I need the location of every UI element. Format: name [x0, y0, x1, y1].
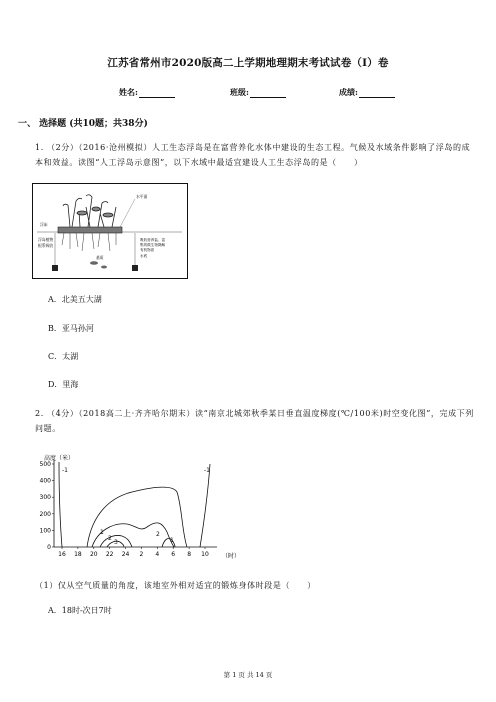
label-note2: 集的微生物降解	[140, 243, 166, 247]
q1-option-b[interactable]: B．亚马孙河	[48, 324, 94, 333]
x-tick-label: 8	[187, 551, 192, 558]
x-tick-label: 18	[74, 551, 82, 558]
question-2-sub1: （1）仅从空气质量的角度，该地室外相对适宜的锻炼身体时段是（ ）	[35, 581, 316, 590]
score-blank[interactable]	[359, 89, 395, 98]
contour-level-label: -1	[62, 467, 68, 474]
y-tick-label: 400	[39, 477, 51, 485]
score-label: 成绩:	[339, 87, 358, 97]
x-tick-label: 6	[171, 551, 176, 558]
contour-lines	[59, 462, 210, 547]
name-field[interactable]	[119, 87, 175, 98]
float-body	[58, 227, 122, 233]
chart-xlabel: （时）	[222, 553, 241, 560]
q1-option-d[interactable]: D．里海	[48, 380, 79, 389]
contour-1	[92, 523, 174, 547]
x-tick-label: 22	[105, 551, 114, 558]
contour-level-label: 3	[114, 539, 118, 546]
page-title: 江苏省常州市2020版高二上学期地理期末考试试卷（I）卷	[107, 57, 389, 69]
question-1-text: 1. （2分）（2016·沧州模拟）人工生态浮岛是在富营养化水体中建设的生态工程。气候及水域条件影响了浮岛的成本和效益。读图“人工浮岛示意图”，以下水域中最适宜建设人工生态浮岛的是（ ）	[35, 143, 471, 167]
contour-level-label: 2	[156, 531, 160, 538]
x-tick-label: 4	[155, 551, 160, 558]
label-note1: 吸收营养盐、富	[140, 238, 166, 242]
class-blank[interactable]	[250, 89, 286, 98]
floating-island-figure	[32, 183, 188, 279]
contour-level-label: 1	[100, 529, 104, 536]
chart-ylabel: 高度（米）	[44, 455, 75, 462]
contour-level-label: 2	[108, 535, 112, 542]
y-tick-label: 100	[39, 527, 51, 535]
y-tick-label: 0	[47, 544, 51, 551]
label-note3: 有机物质	[140, 248, 155, 252]
contour-right-neg	[200, 464, 210, 547]
y-tick-label: 500	[39, 461, 51, 468]
label-float: 浮床	[40, 222, 48, 227]
name-blank[interactable]	[139, 89, 175, 98]
score-field[interactable]	[339, 87, 395, 98]
name-label: 姓名:	[119, 87, 138, 97]
y-tick-label: 300	[39, 494, 51, 502]
label-substrate: 基质	[96, 255, 104, 260]
x-tick-label: 24	[121, 551, 130, 558]
x-tick-label: 10	[201, 551, 209, 558]
q1-option-c[interactable]: C．太湖	[48, 352, 79, 361]
class-field[interactable]	[230, 87, 286, 98]
x-tick-label: 2	[139, 551, 144, 558]
question-2-text: 2. （4分）（2018高二上·齐齐哈尔期末）读“南京北城郊秋季某日垂直温度梯度(℃/100米)时空变化图”，完成下列问题。	[35, 409, 474, 433]
contour-level-label: -1	[204, 467, 210, 474]
q1-option-a[interactable]: A．北美五大湖	[48, 295, 102, 304]
x-tick-label: 16	[58, 551, 66, 558]
q2-sub1-option-a[interactable]: A．18时-次日7时	[48, 606, 112, 615]
class-label: 班级:	[230, 87, 249, 97]
temperature-gradient-chart	[32, 452, 242, 564]
label-bottom: 水底	[140, 254, 148, 258]
x-tick-label: 20	[89, 551, 98, 558]
page-footer: 第 1 页 共 14 页	[223, 671, 273, 679]
section-heading: 一、 选择题 (共10题；共38分)	[18, 119, 148, 129]
label-roots: 根系吸收	[38, 243, 54, 248]
label-water-level: 水平面	[136, 194, 148, 199]
contour-left-neg	[59, 462, 62, 547]
label-plant: 浮岛植物	[38, 237, 54, 242]
y-tick-label: 200	[39, 510, 51, 518]
contour-level-label: 1	[170, 537, 174, 544]
